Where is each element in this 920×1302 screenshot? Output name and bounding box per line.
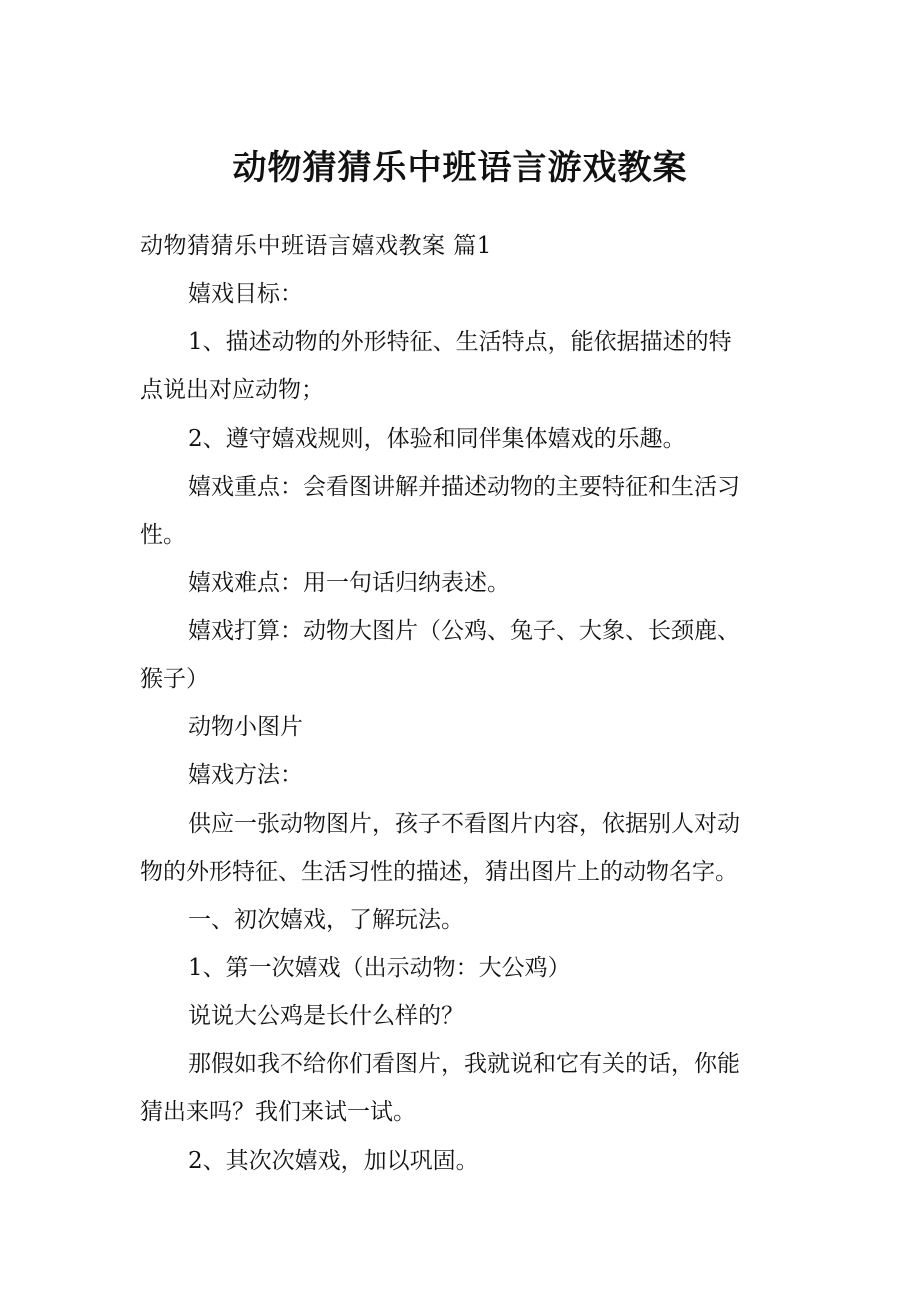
paragraph-line: 嬉戏方法： [188,762,303,788]
paragraph-line: 嬉戏重点：会看图讲解并描述动物的主要特征和生活习 [188,474,740,500]
paragraph-line: 那假如我不给你们看图片，我就说和它有关的话，你能 [188,1051,740,1077]
paragraph-line: 一、初次嬉戏，了解玩法。 [188,907,464,933]
section-heading: 动物猜猜乐中班语言嬉戏教案 篇1 [140,233,492,259]
paragraph-line: 2、其次次嬉戏，加以巩固。 [188,1148,479,1174]
paragraph-line: 猜出来吗？我们来试一试。 [140,1099,416,1125]
paragraph-line: 动物小图片 [188,714,303,740]
paragraph-line: 2、遵守嬉戏规则，体验和同伴集体嬉戏的乐趣。 [188,426,686,452]
paragraph-line: 供应一张动物图片，孩子不看图片内容，依据别人对动 [188,811,740,837]
paragraph-line: 猴子） [140,666,209,692]
paragraph-line: 1、描述动物的外形特征、生活特点，能依据描述的特 [188,329,732,355]
paragraph-line: 嬉戏目标： [188,281,303,307]
paragraph-line: 点说出对应动物； [140,377,324,403]
paragraph-line: 嬉戏打算：动物大图片（公鸡、兔子、大象、长颈鹿、 [188,618,740,644]
paragraph-line: 说说大公鸡是长什么样的？ [188,1003,464,1029]
page-title: 动物猜猜乐中班语言游戏教案 [232,148,688,188]
paragraph-line: 嬉戏难点：用一句话归纳表述。 [188,570,510,596]
paragraph-line: 性。 [140,522,186,548]
paragraph-line: 物的外形特征、生活习性的描述，猜出图片上的动物名字。 [140,859,738,885]
paragraph-line: 1、第一次嬉戏（出示动物：大公鸡） [188,955,571,981]
